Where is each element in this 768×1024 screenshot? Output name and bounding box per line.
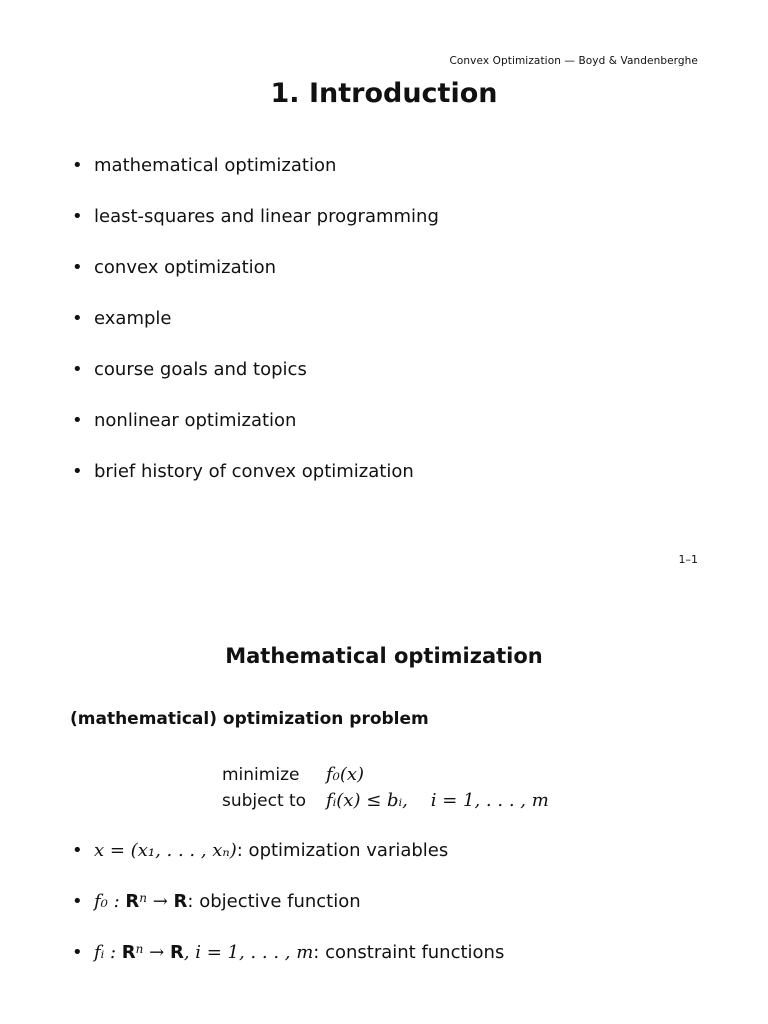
constraint-expression: fᵢ(x) ≤ bᵢ, i = 1, . . . , m [326, 790, 549, 811]
objective-row [222, 762, 549, 788]
list-item [72, 840, 504, 891]
bullet-icon: • [72, 410, 83, 431]
slide-title: Mathematical optimization [225, 644, 543, 668]
bullet-icon: • [72, 840, 83, 861]
list-item-text: nonlinear optimization [94, 410, 297, 431]
list-item-text: convex optimization [94, 257, 277, 278]
topic-list [72, 155, 439, 512]
list-item-text: mathematical optimization [94, 155, 337, 176]
arrow-symbol: → [143, 942, 170, 963]
slide-title: 1. Introduction [270, 78, 498, 109]
list-item-text: : constraint functions [313, 942, 505, 963]
page-number: 1–1 [678, 553, 698, 566]
list-item-text: course goals and topics [94, 359, 307, 380]
real-space-symbol: R [173, 891, 188, 912]
definition-list [72, 840, 504, 993]
list-item [72, 155, 439, 206]
index-range: , i = 1, . . . , m [183, 942, 314, 963]
running-header: Convex Optimization — Boyd & Vandenberghe [449, 55, 698, 67]
real-space-symbol: R [125, 891, 140, 912]
objective-signature: f₀ : [94, 891, 126, 912]
section-heading: (mathematical) optimization problem [70, 709, 429, 729]
real-space-symbol: R [169, 942, 184, 963]
constraint-row [222, 788, 549, 814]
bullet-icon: • [72, 359, 83, 380]
constraint-signature: fᵢ : [94, 942, 122, 963]
minimize-label: minimize [222, 765, 300, 785]
bullet-icon: • [72, 461, 83, 482]
bullet-icon: • [72, 891, 83, 912]
list-item [72, 942, 504, 993]
arrow-symbol: → [147, 891, 174, 912]
list-item-text: example [94, 308, 172, 329]
list-item [72, 257, 439, 308]
list-item-text: : objective function [187, 891, 361, 912]
subject-to-label: subject to [222, 791, 307, 811]
dimension-superscript: n [139, 891, 147, 905]
list-item [72, 308, 439, 359]
slide-mathematical-optimization [0, 580, 768, 1024]
list-item [72, 359, 439, 410]
list-item [72, 206, 439, 257]
bullet-icon: • [72, 155, 83, 176]
list-item-text: : optimization variables [236, 840, 449, 861]
bullet-icon: • [72, 942, 83, 963]
list-item [72, 891, 504, 942]
bullet-icon: • [72, 308, 83, 329]
list-item-text: brief history of convex optimization [94, 461, 414, 482]
objective-expression: f₀(x) [326, 764, 365, 785]
list-item [72, 410, 439, 461]
variable-expression: x = (x₁, . . . , xₙ) [94, 840, 237, 861]
real-space-symbol: R [121, 942, 136, 963]
bullet-icon: • [72, 257, 83, 278]
list-item [72, 461, 439, 512]
list-item-text: least-squares and linear programming [94, 206, 439, 227]
bullet-icon: • [72, 206, 83, 227]
optimization-problem [222, 762, 549, 814]
dimension-superscript: n [135, 942, 144, 956]
